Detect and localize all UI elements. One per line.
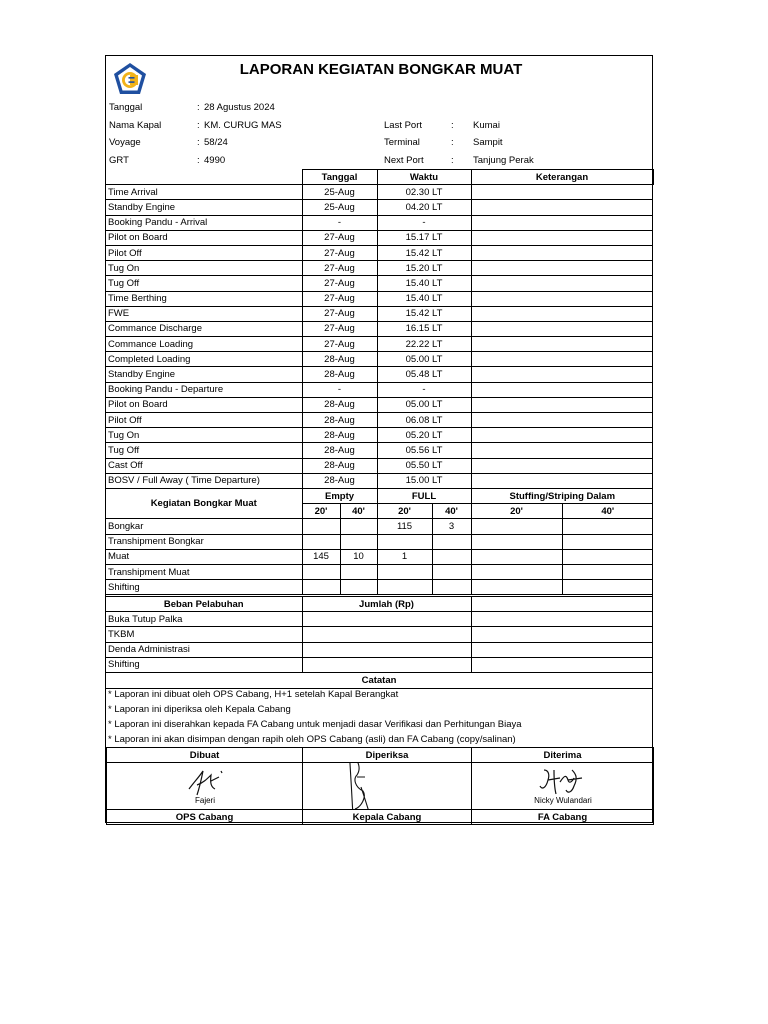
- cargo-value: [471, 580, 562, 595]
- event-label: Pilot Off: [106, 413, 302, 428]
- time-row: [106, 321, 653, 336]
- cargo-label: Muat: [106, 549, 302, 564]
- cargo-value: [471, 519, 562, 534]
- cargo-value: [562, 534, 653, 549]
- fee-amount: [302, 642, 471, 657]
- group-full: FULL: [377, 489, 471, 504]
- time-header-0: Tanggal: [302, 170, 377, 185]
- event-note: [471, 382, 653, 397]
- fee-blank: [471, 612, 653, 627]
- sig-cell-ops: [107, 763, 303, 810]
- cargo-value: [377, 534, 432, 549]
- fees-amount-header: Jumlah (Rp): [302, 597, 471, 612]
- info-value: Sampit: [473, 137, 503, 148]
- sig-cell-fa: [472, 763, 654, 810]
- cargo-sub-header: 20': [377, 504, 432, 519]
- info-value: 58/24: [204, 137, 228, 148]
- event-note: [471, 276, 653, 291]
- info-sep: :: [197, 137, 200, 148]
- cargo-value: 1: [377, 549, 432, 564]
- report-title: LAPORAN KEGIATAN BONGKAR MUAT: [239, 61, 523, 78]
- info-sep: :: [451, 119, 454, 131]
- info-value: Tanjung Perak: [473, 154, 534, 166]
- cargo-sub-header: 20': [471, 504, 562, 519]
- cargo-value: [432, 549, 471, 564]
- sig-cell-head: [303, 763, 472, 810]
- cargo-value: [340, 519, 377, 534]
- event-time: 15.40 LT: [377, 276, 471, 291]
- time-row: [106, 382, 653, 397]
- event-label: Time Berthing: [106, 291, 302, 306]
- time-row: [106, 337, 653, 352]
- time-row: [106, 397, 653, 412]
- time-row: [106, 473, 653, 488]
- event-date: 28-Aug: [302, 458, 377, 473]
- event-label: Tug Off: [106, 443, 302, 458]
- event-time: 15.17 LT: [377, 230, 471, 245]
- fee-amount: [302, 657, 471, 672]
- cargo-value: 115: [377, 519, 432, 534]
- cargo-value: [562, 519, 653, 534]
- event-time: -: [377, 215, 471, 230]
- fee-row: [106, 642, 653, 657]
- fee-blank: [471, 627, 653, 642]
- note-line: * Laporan ini dibuat oleh OPS Cabang, H+1 setelah Kapal Berangkat: [108, 689, 399, 700]
- event-time: 15.42 LT: [377, 245, 471, 260]
- cargo-value: [432, 580, 471, 595]
- cargo-sub-header: 20': [302, 504, 340, 519]
- cargo-value: [377, 564, 432, 579]
- signature-kepala-cabang: [341, 763, 381, 810]
- event-label: Booking Pandu - Departure: [106, 382, 302, 397]
- event-label: Completed Loading: [106, 352, 302, 367]
- event-label: Time Arrival: [106, 185, 302, 200]
- time-row: [106, 413, 653, 428]
- event-date: 28-Aug: [302, 443, 377, 458]
- info-sep: :: [197, 102, 200, 113]
- note-line: * Laporan ini diperiksa oleh Kepala Cabang: [108, 704, 291, 715]
- time-row: [106, 443, 653, 458]
- event-time: 05.00 LT: [377, 397, 471, 412]
- cargo-value: [340, 564, 377, 579]
- info-label: Voyage: [109, 137, 141, 148]
- event-note: [471, 352, 653, 367]
- event-label: Cast Off: [106, 458, 302, 473]
- cargo-value: [377, 580, 432, 595]
- event-label: Tug On: [106, 261, 302, 276]
- time-table-corner: [106, 170, 302, 185]
- event-time: 15.42 LT: [377, 306, 471, 321]
- event-time: 15.00 LT: [377, 473, 471, 488]
- event-date: 28-Aug: [302, 397, 377, 412]
- sig-header-created: Dibuat: [107, 748, 303, 763]
- signature-table: [106, 747, 654, 825]
- event-time: -: [377, 382, 471, 397]
- cargo-value: [471, 534, 562, 549]
- event-date: 28-Aug: [302, 352, 377, 367]
- time-row: [106, 352, 653, 367]
- info-label: Nama Kapal: [109, 119, 162, 131]
- info-label: GRT: [109, 154, 129, 166]
- cargo-value: [340, 534, 377, 549]
- cargo-row: [106, 580, 653, 595]
- event-date: -: [302, 382, 377, 397]
- fees-blank: [471, 597, 653, 612]
- time-row: [106, 185, 653, 200]
- event-label: Pilot on Board: [106, 230, 302, 245]
- fee-row: [106, 627, 653, 642]
- event-note: [471, 337, 653, 352]
- cargo-sub-header: 40': [432, 504, 471, 519]
- info-label: Last Port: [384, 119, 423, 131]
- cargo-label: Transhipment Muat: [106, 564, 302, 579]
- event-label: Commance Loading: [106, 337, 302, 352]
- event-time: 05.20 LT: [377, 428, 471, 443]
- event-label: Tug Off: [106, 276, 302, 291]
- info-value: 28 Agustus 2024: [204, 102, 275, 113]
- event-time: 05.56 LT: [377, 443, 471, 458]
- event-note: [471, 413, 653, 428]
- fee-blank: [471, 642, 653, 657]
- time-row: [106, 215, 653, 230]
- event-note: [471, 215, 653, 230]
- info-label: Terminal: [384, 137, 420, 148]
- cargo-value: [432, 534, 471, 549]
- time-header-1: Waktu: [377, 170, 471, 185]
- cargo-value: [432, 564, 471, 579]
- event-note: [471, 185, 653, 200]
- event-label: Pilot Off: [106, 245, 302, 260]
- note-line: * Laporan ini akan disimpan dengan rapih oleh OPS Cabang (asli) dan FA Cabang (copy/salinan): [108, 734, 516, 745]
- event-note: [471, 443, 653, 458]
- fee-row: [106, 612, 653, 627]
- cargo-label: Bongkar: [106, 519, 302, 534]
- group-stuffing: Stuffing/Striping Dalam: [471, 489, 653, 504]
- event-date: 28-Aug: [302, 428, 377, 443]
- fee-label: Buka Tutup Palka: [106, 612, 302, 627]
- event-note: [471, 230, 653, 245]
- event-note: [471, 458, 653, 473]
- event-label: Pilot on Board: [106, 397, 302, 412]
- time-row: [106, 230, 653, 245]
- event-date: 27-Aug: [302, 306, 377, 321]
- fee-label: Denda Administrasi: [106, 642, 302, 657]
- company-logo: [112, 61, 148, 97]
- event-label: Standby Engine: [106, 367, 302, 382]
- info-value: Kumai: [473, 119, 500, 131]
- event-note: [471, 473, 653, 488]
- event-time: 05.00 LT: [377, 352, 471, 367]
- cargo-row: [106, 564, 653, 579]
- fee-amount: [302, 612, 471, 627]
- info-sep: :: [451, 154, 454, 166]
- info-label: Next Port: [384, 154, 424, 166]
- time-table: [106, 169, 654, 489]
- event-note: [471, 291, 653, 306]
- event-label: FWE: [106, 306, 302, 321]
- note-line: * Laporan ini diserahkan kepada FA Cabang untuk menjadi dasar Verifikasi dan Perhitungan Biaya: [108, 719, 522, 730]
- info-label: Tanggal: [109, 102, 143, 113]
- event-label: Tug On: [106, 428, 302, 443]
- cargo-row: [106, 534, 653, 549]
- fee-label: TKBM: [106, 627, 302, 642]
- time-row: [106, 367, 653, 382]
- port-fees-table: [106, 596, 653, 673]
- event-time: 05.50 LT: [377, 458, 471, 473]
- event-date: 27-Aug: [302, 230, 377, 245]
- time-row: [106, 458, 653, 473]
- cargo-table: [106, 488, 653, 595]
- time-row: [106, 245, 653, 260]
- event-time: 15.40 LT: [377, 291, 471, 306]
- event-date: -: [302, 215, 377, 230]
- sig-header-checked: Diperiksa: [303, 748, 472, 763]
- event-note: [471, 200, 653, 215]
- cargo-value: [302, 519, 340, 534]
- event-note: [471, 397, 653, 412]
- report-sheet: [105, 55, 653, 823]
- event-note: [471, 261, 653, 276]
- notes-title: Catatan: [361, 675, 397, 686]
- event-date: 27-Aug: [302, 261, 377, 276]
- event-time: 06.08 LT: [377, 413, 471, 428]
- sig-role-ops: OPS Cabang: [107, 810, 303, 825]
- cargo-value: [562, 564, 653, 579]
- info-value: KM. CURUG MAS: [204, 119, 282, 131]
- time-header-2: Keterangan: [471, 170, 653, 185]
- info-sep: :: [197, 154, 200, 166]
- sig-role-head: Kepala Cabang: [303, 810, 472, 825]
- cargo-value: [471, 549, 562, 564]
- cargo-value: [302, 534, 340, 549]
- cargo-sub-header: 40': [562, 504, 653, 519]
- info-sep: :: [451, 137, 454, 148]
- event-date: 28-Aug: [302, 413, 377, 428]
- time-row: [106, 200, 653, 215]
- event-date: 28-Aug: [302, 367, 377, 382]
- event-note: [471, 367, 653, 382]
- event-label: Commance Discharge: [106, 321, 302, 336]
- event-date: 25-Aug: [302, 185, 377, 200]
- fee-blank: [471, 657, 653, 672]
- cargo-value: [302, 564, 340, 579]
- event-note: [471, 306, 653, 321]
- time-row: [106, 306, 653, 321]
- info-sep: :: [197, 119, 200, 131]
- time-row: [106, 276, 653, 291]
- event-note: [471, 321, 653, 336]
- event-date: 27-Aug: [302, 276, 377, 291]
- event-date: 25-Aug: [302, 200, 377, 215]
- event-time: 04.20 LT: [377, 200, 471, 215]
- sig-name-ops: Fajeri: [194, 796, 215, 806]
- event-date: 27-Aug: [302, 245, 377, 260]
- event-time: 16.15 LT: [377, 321, 471, 336]
- event-date: 27-Aug: [302, 321, 377, 336]
- cargo-value: 3: [432, 519, 471, 534]
- cargo-title: Kegiatan Bongkar Muat: [106, 489, 302, 519]
- event-date: 28-Aug: [302, 473, 377, 488]
- event-label: Standby Engine: [106, 200, 302, 215]
- cargo-sub-header: 40': [340, 504, 377, 519]
- cargo-value: [471, 564, 562, 579]
- event-label: BOSV / Full Away ( Time Departure): [106, 473, 302, 488]
- cargo-value: 10: [340, 549, 377, 564]
- time-row: [106, 428, 653, 443]
- event-date: 27-Aug: [302, 291, 377, 306]
- cargo-row: [106, 549, 653, 564]
- cargo-value: 145: [302, 549, 340, 564]
- sig-header-received: Diterima: [472, 748, 654, 763]
- event-note: [471, 245, 653, 260]
- cargo-value: [340, 580, 377, 595]
- event-label: Booking Pandu - Arrival: [106, 215, 302, 230]
- fee-label: Shifting: [106, 657, 302, 672]
- cargo-value: [562, 580, 653, 595]
- sig-name-fa: Nicky Wulandari: [534, 796, 592, 806]
- time-row: [106, 291, 653, 306]
- event-time: 05.48 LT: [377, 367, 471, 382]
- event-date: 27-Aug: [302, 337, 377, 352]
- fee-amount: [302, 627, 471, 642]
- fees-title: Beban Pelabuhan: [106, 597, 302, 612]
- cargo-value: [302, 580, 340, 595]
- sig-role-fa: FA Cabang: [472, 810, 654, 825]
- cargo-label: Transhipment Bongkar: [106, 534, 302, 549]
- time-row: [106, 261, 653, 276]
- event-time: 15.20 LT: [377, 261, 471, 276]
- event-note: [471, 428, 653, 443]
- cargo-row: [106, 519, 653, 534]
- group-empty: Empty: [302, 489, 377, 504]
- fee-row: [106, 657, 653, 672]
- event-time: 22.22 LT: [377, 337, 471, 352]
- info-value: 4990: [204, 154, 226, 166]
- cargo-value: [562, 549, 653, 564]
- cargo-label: Shifting: [106, 580, 302, 595]
- event-time: 02.30 LT: [377, 185, 471, 200]
